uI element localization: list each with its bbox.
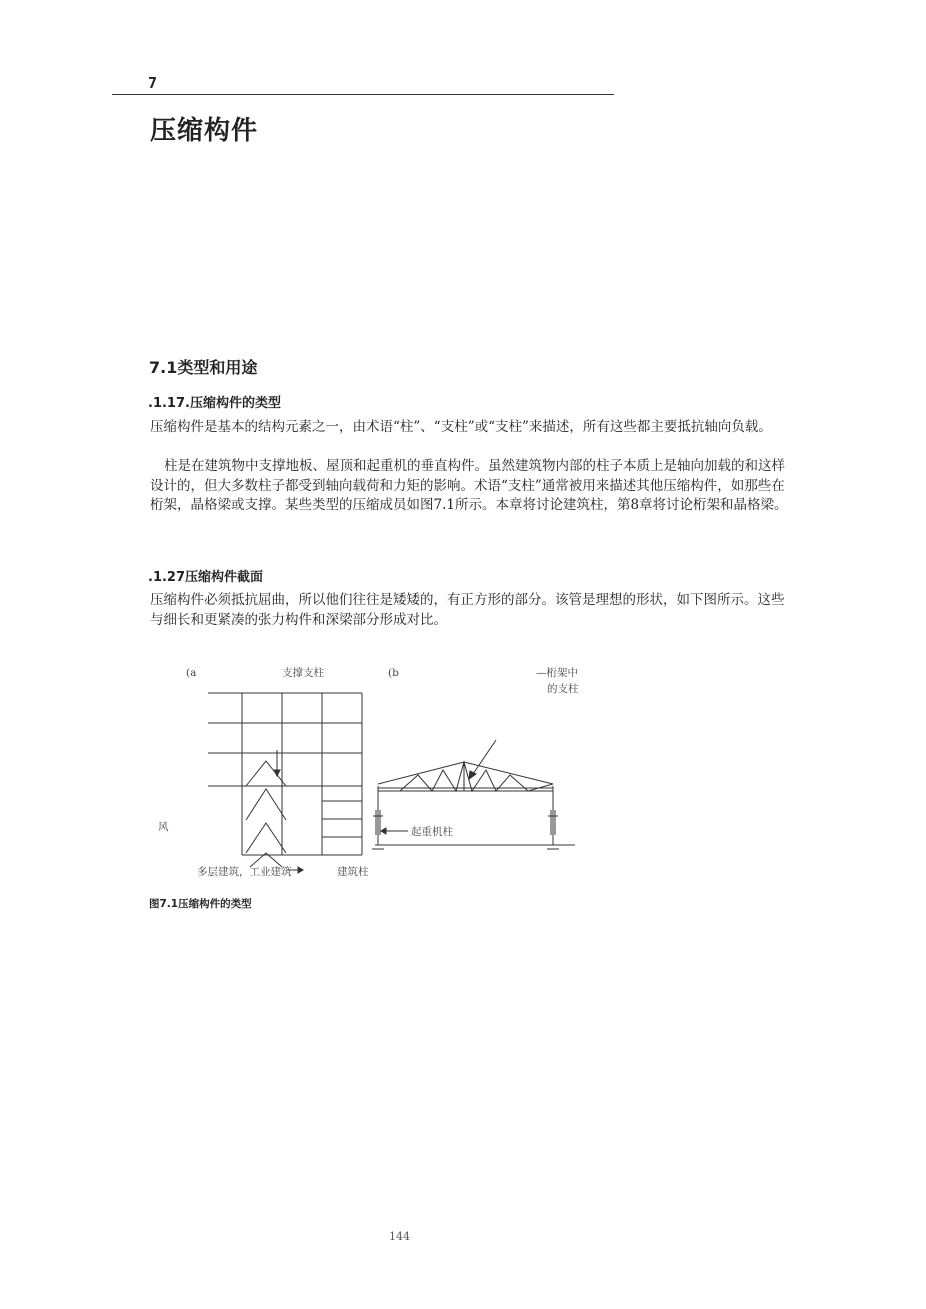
chapter-title: 压缩构件 — [150, 116, 259, 146]
paragraph: 压缩构件是基本的结构元素之一，由术语“柱”、“支柱”或“支柱”来描述，所有这些都主要抵抗轴向负载。 — [150, 419, 772, 435]
label-b: (b — [388, 667, 399, 679]
label-a: (a — [186, 667, 197, 679]
multistorey-frame — [208, 693, 362, 855]
page-number: 144 — [389, 1230, 410, 1243]
paragraph: 柱是在建筑物中支撑地板、屋顶和起重机的垂直构件。虽然建筑物内部的柱子本质上是轴向加载的和这样设计的，但大多数柱子都受到轴向载荷和力矩的影响。术语“支柱”通常被用来描述其他压缩构件，如那些在桁架，晶格梁或支撑。某些类型的压缩成员如图7.1所示。本章将讨论建筑柱，第8章将讨论桁架和晶格梁。 — [150, 458, 788, 513]
brace-strut-label: 支撑支柱 — [282, 667, 324, 679]
wind-label: 风 — [158, 821, 169, 833]
building-column-label: 建筑柱 — [337, 866, 369, 878]
figure-caption: 图7.1压缩构件的类型 — [149, 898, 252, 910]
crane-column-arrow — [381, 828, 408, 834]
section-heading: 7.1类型和用途 — [149, 358, 258, 377]
crane-column-label: 起重机柱 — [411, 826, 453, 838]
paragraph: 压缩构件必须抵抗屈曲，所以他们往往是矮矮的，有正方形的部分。该管是理想的形状，如下图所示。这些与细长和更紧凑的张力构件和深梁部分形成对比。 — [150, 592, 785, 628]
truss-strut-arrow — [469, 740, 496, 779]
truss-strut-label-2: 的支柱 — [547, 683, 579, 695]
building-caption: 多层建筑，工业建筑 — [197, 866, 292, 878]
bracing-chevrons — [246, 761, 286, 867]
brace-strut-arrow — [274, 750, 280, 776]
chapter-number: 7 — [148, 74, 158, 92]
truss-strut-label: —桁架中 — [536, 667, 578, 679]
figure-compression-members — [150, 660, 590, 890]
chapter-rule — [112, 94, 614, 95]
subsection-heading: .1.27压缩构件截面 — [148, 570, 264, 585]
subsection-heading: .1.17.压缩构件的类型 — [148, 396, 281, 411]
